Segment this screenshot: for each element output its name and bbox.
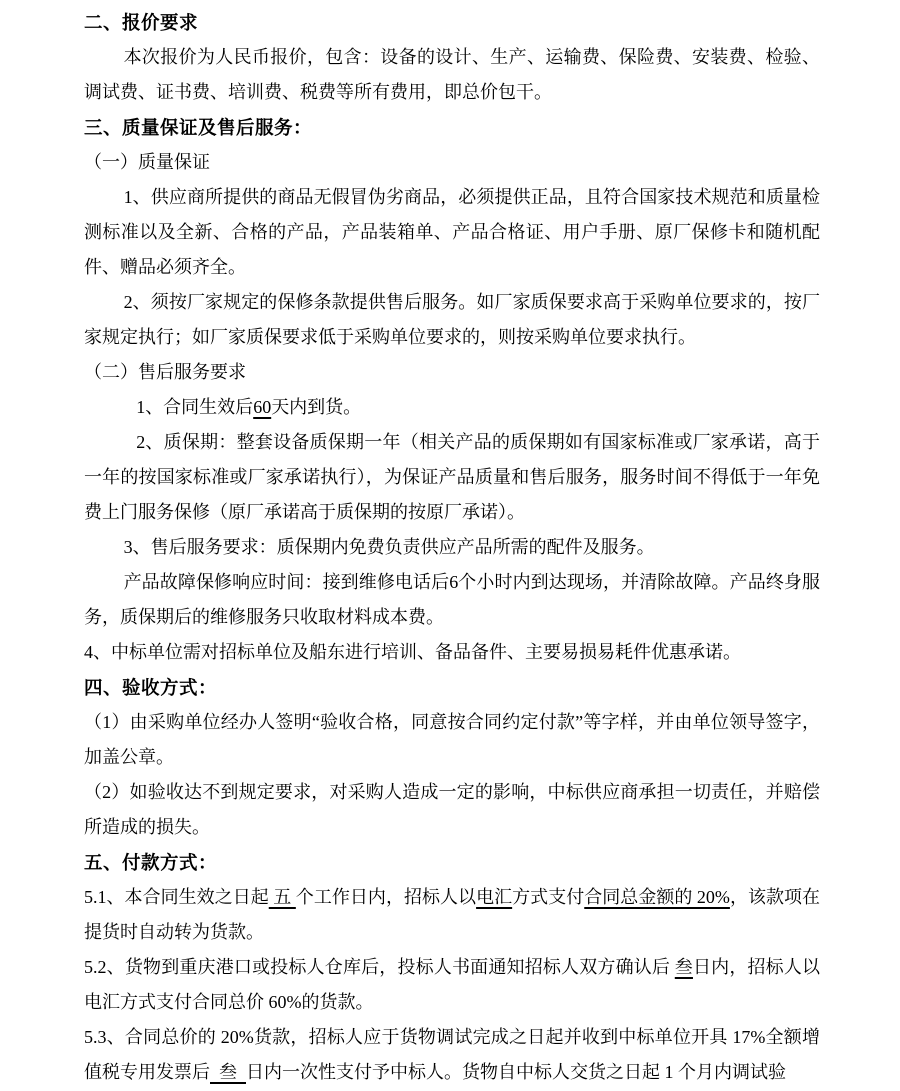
text-run: （一）质量保证 xyxy=(84,152,210,172)
text-run: 3、售后服务要求：质保期内免费负责供应产品所需的配件及服务。 xyxy=(123,537,655,557)
text-run: 个工作日内，招标人以 xyxy=(295,887,477,907)
underlined-text: 五 xyxy=(268,887,296,907)
document-body xyxy=(84,5,820,1090)
text-run: 二、报价要求 xyxy=(84,12,199,33)
text-run: 日内，招标人以电汇方式支付合同总价 60%的货款。 xyxy=(84,957,821,1012)
text-run: （1）由采购单位经办人签明“验收合格，同意按合同约定付款”等字样，并由单位领导签字，加盖公章。 xyxy=(84,712,820,767)
text-run: 五、付款方式： xyxy=(84,852,218,873)
paragraph xyxy=(84,705,820,775)
paragraph xyxy=(84,880,820,950)
paragraph xyxy=(84,425,820,530)
text-run: 日内一次性支付予中标人。货物自中标人交货之日起 1 个月内调试验 xyxy=(246,1062,786,1082)
underlined-text: 叁 xyxy=(210,1062,246,1082)
section-heading xyxy=(84,5,820,40)
paragraph xyxy=(84,530,820,565)
text-run: 本次报价为人民币报价，包含：设备的设计、生产、运输费、保险费、安装费、检验、调试费、证书费、培训费、税费等所有费用，即总价包干。 xyxy=(84,47,820,102)
text-run: 2、须按厂家规定的保修条款提供售后服务。如厂家质保要求高于采购单位要求的，按厂家规定执行；如厂家质保要求低于采购单位要求的，则按采购单位要求执行。 xyxy=(84,292,820,347)
text-run: 产品故障保修响应时间：接到维修电话后6个小时内到达现场，并清除故障。产品终身服务，质保期后的维修服务只收取材料成本费。 xyxy=(84,572,820,627)
text-run: 5.3、合同总价的 20%货款，招标人应于货物调试完成之日起并收到中标单位开具 17%全额增值税专用发票后 xyxy=(84,1027,820,1082)
paragraph xyxy=(84,565,820,635)
paragraph xyxy=(84,40,820,110)
underlined-text: 合同总金额的 20% xyxy=(584,887,730,907)
paragraph xyxy=(84,180,820,285)
text-run: 4、中标单位需对招标单位及船东进行培训、备品备件、主要易损易耗件优惠承诺。 xyxy=(84,642,741,662)
section-heading xyxy=(84,110,820,145)
paragraph xyxy=(84,635,820,670)
paragraph xyxy=(84,285,820,355)
text-run: 三、质量保证及售后服务： xyxy=(84,117,313,138)
paragraph xyxy=(84,1020,820,1090)
text-run: 四、验收方式： xyxy=(84,677,218,698)
paragraph xyxy=(84,950,820,1020)
text-run: ，该款项在提货时自动转为货款。 xyxy=(84,887,821,942)
text-run: 2、质保期：整套设备质保期一年（相关产品的质保期如有国家标准或厂家承诺，高于一年的按国家标准或厂家承诺执行），为保证产品质量和售后服务，服务时间不得低于一年免费上门服务保修（原厂承诺高于质保期的按原厂承诺）。 xyxy=(84,432,820,522)
paragraph xyxy=(84,145,820,180)
section-heading xyxy=(84,670,820,705)
underlined-text: 60 xyxy=(253,397,272,417)
text-run: （2）如验收达不到规定要求，对采购人造成一定的影响，中标供应商承担一切责任，并赔偿所造成的损失。 xyxy=(84,782,820,837)
paragraph xyxy=(84,390,820,425)
text-run: 1、合同生效后 xyxy=(136,397,254,417)
underlined-text: 电汇 xyxy=(476,887,513,907)
text-run: 5.1、本合同生效之日起 xyxy=(84,887,269,907)
text-run: （二）售后服务要求 xyxy=(84,362,246,382)
paragraph xyxy=(84,775,820,845)
text-run: 方式支付 xyxy=(512,887,585,907)
underlined-text: 叁 xyxy=(674,957,693,977)
text-run: 1、供应商所提供的商品无假冒伪劣商品，必须提供正品，且符合国家技术规范和质量检测标准以及全新、合格的产品，产品装箱单、产品合格证、用户手册、原厂保修卡和随机配件、赠品必须齐全。 xyxy=(84,187,820,277)
paragraph xyxy=(84,355,820,390)
text-run: 天内到货。 xyxy=(271,397,362,417)
text-run: 5.2、货物到重庆港口或投标人仓库后，投标人书面通知招标人双方确认后 xyxy=(84,957,675,977)
section-heading xyxy=(84,845,820,880)
